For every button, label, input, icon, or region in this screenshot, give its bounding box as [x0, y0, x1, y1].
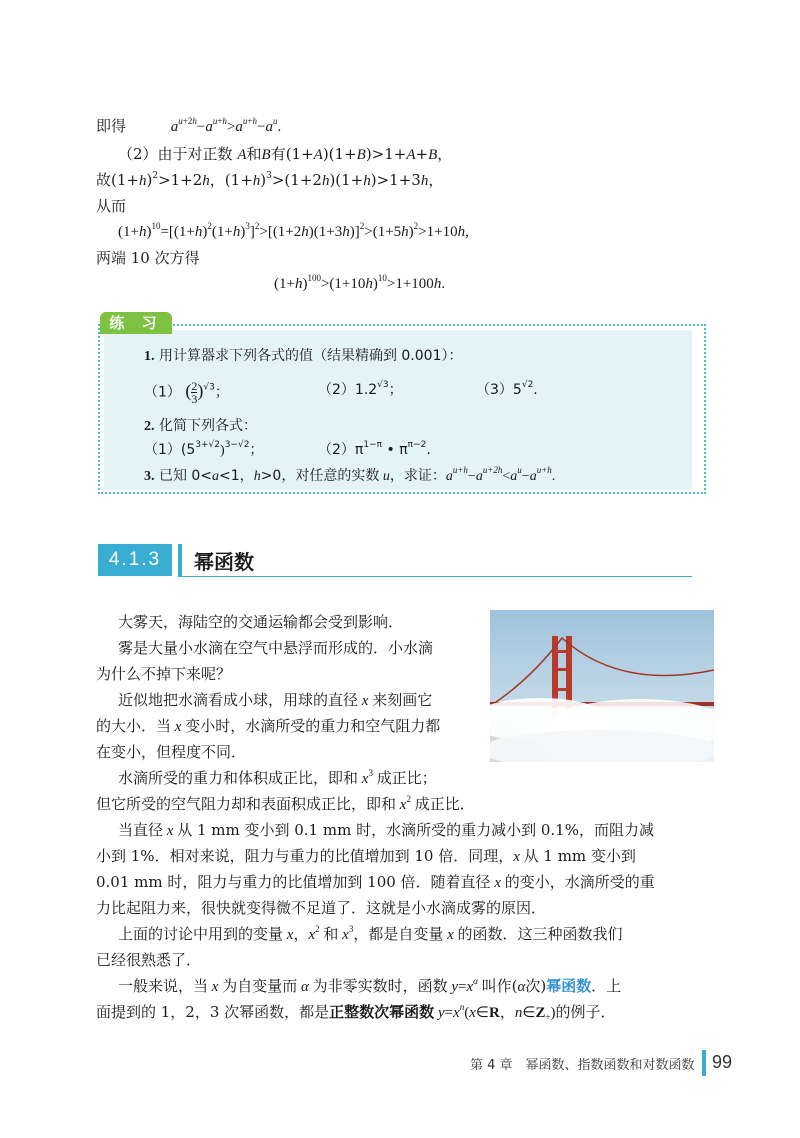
proof-line-3: 故$(1+h)^2>1+2h$，$(1+h)^3>(1+2h)(1+h)>1+3h$，: [96, 171, 444, 189]
section-underline: [178, 576, 692, 577]
exercise-q1-part3: $(3)5^{√2}$.: [476, 380, 538, 398]
body-p1: 大雾天，海陆空的交通运输都会受到影响．: [118, 613, 404, 631]
body-p5-line3: 0.01 mm 时，阻力与重力的比值增加到 100 倍．随着直径 x 的变小，水滴所受的重: [96, 873, 655, 891]
body-p5-line2: 小到 1%．相对来说，阻力与重力的比值增加到 10 倍．同理，x 从 1 mm 变小到: [96, 847, 636, 865]
proof-line-2: （2）由于对正数 A和B有(1+A)(1+B)>1+A+B，: [118, 145, 453, 163]
proof-line-4: 从而: [96, 197, 127, 215]
body-p6-line1: 上面的讨论中用到的变量 x，$x^2$ 和 $x^3$，都是自变量 x 的函数．这三种函数我们: [118, 924, 623, 943]
body-p2-line2: 为什么不掉下来呢？: [96, 665, 232, 683]
term-positive-integer-power-function: 正整数次幂函数: [329, 1003, 435, 1021]
body-p5-line1: 当直径 x 从 1 mm 变小到 0.1 mm 时，水滴所受的重力减小到 0.1%，而阻力减: [118, 821, 654, 839]
exercise-q2-part1: $(1)(5^{3+√2})^{3-√2}$；: [144, 440, 264, 458]
proof-label-jide: 即得: [96, 117, 127, 135]
exercise-q1-parts: （1） ( $\frac{2}{3}$ )$^{√3}$；: [144, 379, 229, 406]
exercise-q3: 3. 已知 0<a<1，h>0，对任意的实数 u，求证：$a^{u+h}-a^{u+2h}<a^u-a^{u+h}$.: [144, 465, 556, 484]
page-number: 99: [712, 1052, 733, 1072]
exercise-q1-part2: $(2)1.2^{√3}$；: [318, 380, 403, 398]
proof-line-6: 两端 10 次方得: [96, 249, 200, 267]
section-divider: [178, 544, 182, 576]
term-power-function: 幂函数: [546, 977, 592, 995]
body-p3-line3: 在变小，但程度不同．: [96, 743, 247, 761]
section-title: 幂函数: [194, 550, 254, 574]
body-p4-line2: 但它所受的空气阻力却和表面积成正比，即和 $x^2$ 成正比．: [96, 794, 475, 813]
footer-divider: [702, 1050, 706, 1076]
body-p2-line1: 雾是大量小水滴在空气中悬浮而形成的．小水滴: [118, 639, 434, 657]
exercise-q2-part2: $(2)\pi^{1-\pi}$ • $\pi^{\pi-2}$.: [318, 440, 431, 458]
section-number: 4.1.3: [98, 544, 172, 576]
exercise-q1: 1. 用计算器求下列各式的值（结果精确到 0.001）：: [144, 348, 463, 364]
bridge-fog-illustration: [490, 610, 714, 762]
body-p3-line2: 的大小．当 x 变小时，水滴所受的重力和空气阻力都: [96, 717, 441, 735]
exercise-q2: 2. 化简下列各式：: [144, 418, 257, 434]
body-p5-line4: 力比起阻力来，很快就变得微不足道了．这就是小水滴成雾的原因．: [96, 899, 547, 917]
body-p4-line1: 水滴所受的重力和体积成正比，即和 $x^3$ 成正比；: [118, 768, 437, 787]
body-p6-line2: 已经很熟悉了．: [96, 951, 202, 969]
body-p7-line1: 一般来说，当 x 为自变量而 α 为非零实数时，函数 $y=x^\alpha$ 叫作(α次)幂函数．上: [118, 976, 622, 995]
golden-gate-bridge-photo: [490, 610, 714, 762]
footer-chapter: 第 4 章 幂函数、指数函数和对数函数: [470, 1058, 695, 1073]
proof-line-1: 即得 $a^{u+2h}-a^{u+h}>a^{u+h}-a^u$.: [96, 116, 282, 135]
exercise-tab: 练 习: [100, 312, 172, 334]
proof-line-5: $(1+h)^{10}=[(1+h)^2(1+h)^3]^2>[(1+2h)(1+3h)]^2>(1+5h)^2>1+10h$,: [118, 221, 469, 240]
proof-line-7: $(1+h)^{100}>(1+10h)^{10}>1+100h$.: [274, 273, 446, 292]
body-p7-line2: 面提到的 1，2，3 次幂函数，都是正整数次幂函数 $y=x^n(x\in R$，$n\in Z_+$)的例子．: [96, 1002, 616, 1022]
body-p3-line1: 近似地把水滴看成小球，用球的直径 x 来刻画它: [118, 691, 433, 709]
